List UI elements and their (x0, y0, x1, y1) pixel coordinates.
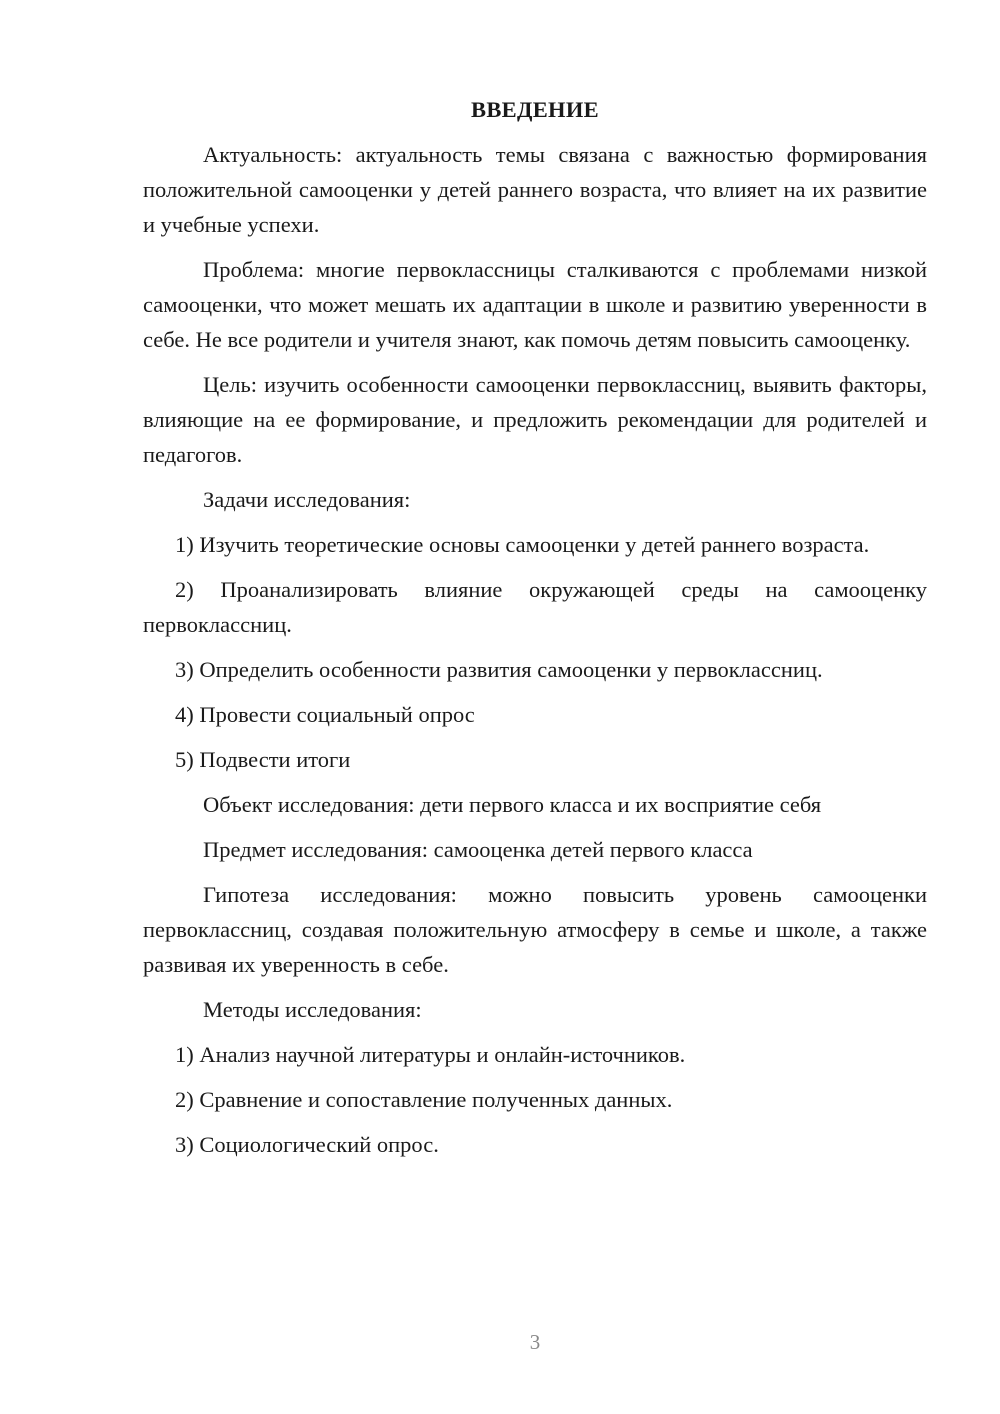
task-item-1: 1) Изучить теоретические основы самооценки у детей раннего возраста. (175, 532, 870, 557)
document-page (143, 92, 927, 1172)
task-item-3: 3) Определить особенности развития самооценки у первоклассниц. (175, 657, 823, 682)
hypothesis-paragraph: Гипотеза исследования: можно повысить уровень самооценки первоклассниц, создавая положительную атмосферу в семье и школе, а также развивая их уверенность в себе. (143, 882, 927, 977)
page-number: 3 (529, 1330, 541, 1354)
method-item-2: 2) Сравнение и сопоставление полученных данных. (175, 1087, 673, 1112)
task-item-2: 2) Проанализировать влияние окружающей среды на самооценку первоклассниц. (143, 577, 927, 637)
methods-heading: Методы исследования: (203, 997, 422, 1022)
object-paragraph: Объект исследования: дети первого класса и их восприятие себя (203, 792, 822, 817)
relevance-paragraph: Актуальность: актуальность темы связана с важностью формирования положительной самооценки у детей раннего возраста, что влияет на их развитие и учебные успехи. (143, 142, 927, 237)
subject-paragraph: Предмет исследования: самооценка детей первого класса (203, 837, 753, 862)
goal-paragraph: Цель: изучить особенности самооценки первоклассниц, выявить факторы, влияющие на ее формирование, и предложить рекомендации для родителей и педагогов. (143, 372, 927, 467)
tasks-heading: Задачи исследования: (203, 487, 411, 512)
section-heading: ВВЕДЕНИЕ (471, 97, 599, 122)
method-item-1: 1) Анализ научной литературы и онлайн-источников. (175, 1042, 686, 1067)
problem-paragraph: Проблема: многие первоклассницы сталкиваются с проблемами низкой самооценки, что может мешать их адаптации в школе и развитию уверенности в себе. Не все родители и учителя знают, как помочь детям повысить самооценку. (143, 257, 927, 352)
task-item-5: 5) Подвести итоги (175, 747, 351, 772)
task-item-4: 4) Провести социальный опрос (175, 702, 475, 727)
method-item-3: 3) Социологический опрос. (175, 1132, 439, 1157)
